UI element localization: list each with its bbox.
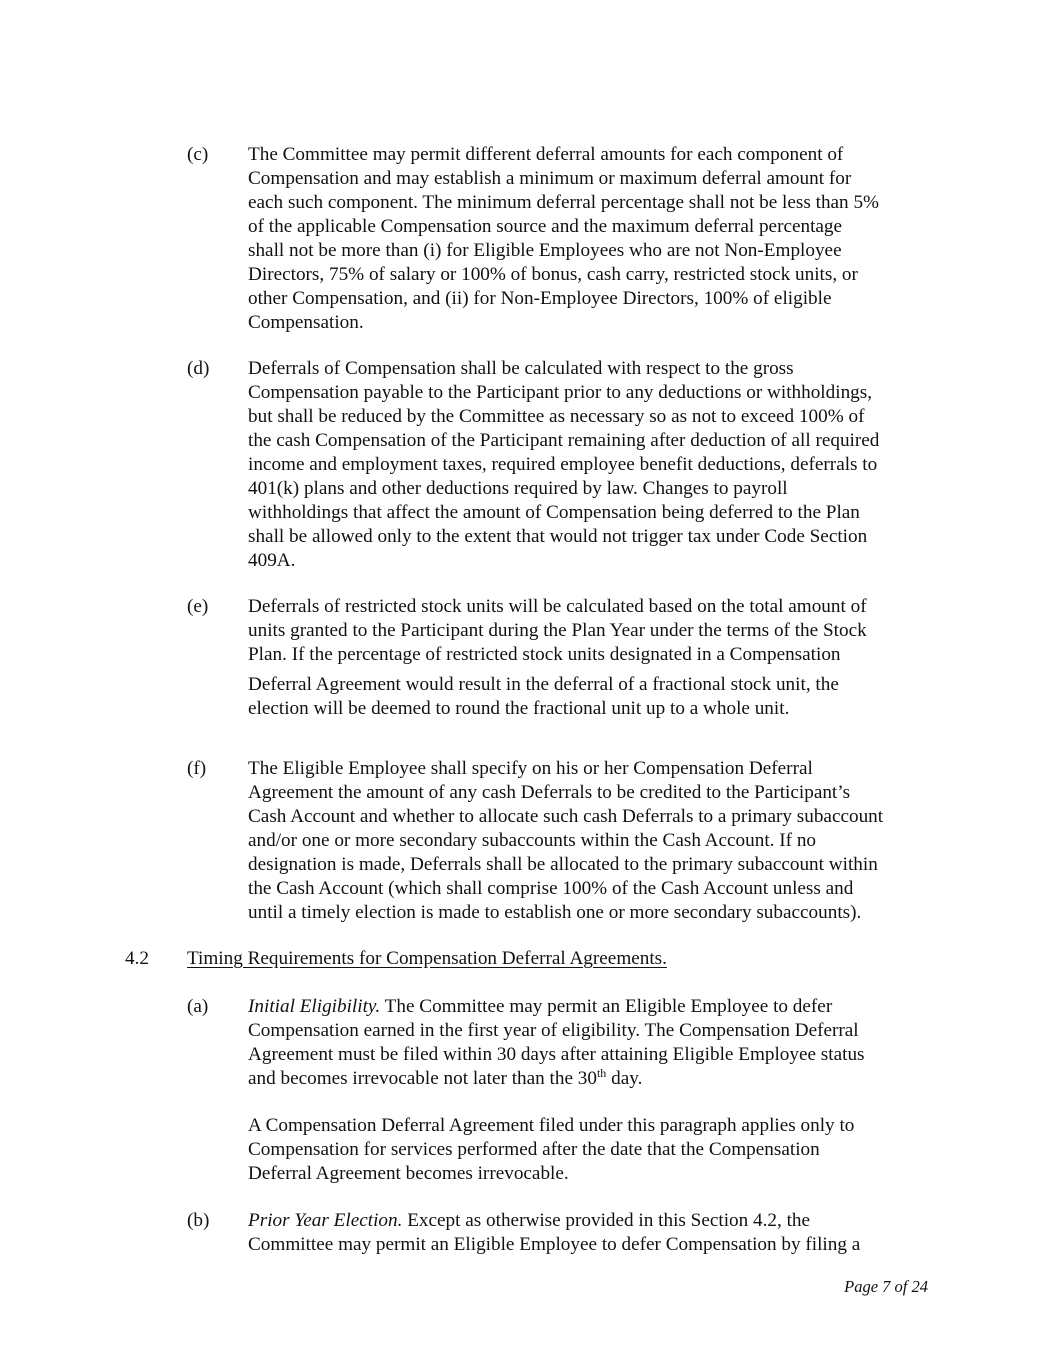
paragraph-body — [248, 357, 938, 573]
text-line: Agreement must be filed within 30 days after attaining Eligible Employee status — [248, 1044, 865, 1065]
text-line: 401(k) plans and other deductions required by law. Changes to payroll — [248, 478, 788, 499]
text-line: withholdings that affect the amount of Compensation being deferred to the Plan — [248, 502, 860, 523]
text-line — [248, 1067, 938, 1091]
text-line: The Committee may permit different deferral amounts for each component of — [248, 144, 844, 165]
paragraph-body-second — [248, 1114, 938, 1186]
paragraph-label: (a) — [187, 996, 209, 1017]
text-line: but shall be reduced by the Committee as necessary so as not to exceed 100% of — [248, 406, 865, 427]
text-line: Deferral Agreement would result in the deferral of a fractional stock unit, the — [248, 674, 839, 695]
text-line: designation is made, Deferrals shall be allocated to the primary subaccount within — [248, 854, 878, 875]
text-line: Compensation payable to the Participant prior to any deductions or withholdings, — [248, 382, 873, 403]
text-line-start: and becomes irrevocable not later than the 30 — [248, 1068, 597, 1089]
paragraph-body — [248, 995, 938, 1091]
text-line: The Eligible Employee shall specify on his or her Compensation Deferral — [248, 758, 813, 779]
paragraph-label: (d) — [187, 358, 210, 379]
paragraph-label: (e) — [187, 596, 209, 617]
text-line: of the applicable Compensation source and the maximum deferral percentage — [248, 216, 843, 237]
paragraph-label: (b) — [187, 1210, 210, 1231]
text-line: the cash Compensation of the Participant remaining after deduction of all required — [248, 430, 880, 451]
text-line: the Cash Account (which shall comprise 100% of the Cash Account unless and — [248, 878, 854, 899]
text-line: shall be allowed only to the extent that would not trigger tax under Code Section — [248, 526, 868, 547]
paragraph-body-continued — [248, 673, 938, 721]
text-line-rest: The Committee may permit an Eligible Employee to defer — [380, 996, 833, 1017]
text-line: Deferrals of restricted stock units will be calculated based on the total amount of — [248, 596, 867, 617]
text-line — [248, 1209, 938, 1233]
paragraph-heading: Prior Year Election. — [248, 1210, 403, 1231]
section-title: Timing Requirements for Compensation Deferral Agreements. — [187, 948, 667, 969]
text-line-rest: Except as otherwise provided in this Section 4.2, the — [402, 1210, 811, 1231]
text-line: Compensation earned in the first year of eligibility. The Compensation Deferral — [248, 1020, 859, 1041]
text-line: income and employment taxes, required employee benefit deductions, deferrals to — [248, 454, 878, 475]
text-line: Committee may permit an Eligible Employee to defer Compensation by filing a — [248, 1234, 861, 1255]
paragraph-label: (f) — [187, 758, 207, 779]
text-line: Deferral Agreement becomes irrevocable. — [248, 1163, 569, 1184]
paragraph-body — [248, 143, 938, 335]
text-line-end: day. — [606, 1068, 643, 1089]
text-line: Compensation for services performed after the date that the Compensation — [248, 1139, 820, 1160]
text-line: shall not be more than (i) for Eligible Employees who are not Non-Employee — [248, 240, 842, 261]
text-line: until a timely election is made to establish one or more secondary subaccounts). — [248, 902, 862, 923]
text-line: and/or one or more secondary subaccounts within the Cash Account. If no — [248, 830, 817, 851]
text-line: Compensation and may establish a minimum or maximum deferral amount for — [248, 168, 852, 189]
text-line: A Compensation Deferral Agreement filed under this paragraph applies only to — [248, 1115, 855, 1136]
text-line: Plan. If the percentage of restricted stock units designated in a Compensation — [248, 644, 841, 665]
ordinal-suffix: th — [596, 1066, 607, 1080]
text-line: Deferrals of Compensation shall be calculated with respect to the gross — [248, 358, 794, 379]
text-line — [248, 995, 938, 1019]
text-line: 409A. — [248, 550, 296, 571]
text-line: Directors, 75% of salary or 100% of bonus, cash carry, restricted stock units, or — [248, 264, 858, 285]
paragraph-heading: Initial Eligibility. — [248, 996, 381, 1017]
paragraph-body — [248, 757, 938, 925]
paragraph-body — [248, 1209, 938, 1257]
paragraph-label: (c) — [187, 144, 209, 165]
text-line: Cash Account and whether to allocate such cash Deferrals to a primary subaccount — [248, 806, 884, 827]
section-number: 4.2 — [125, 948, 149, 969]
text-line: each such component. The minimum deferral percentage shall not be less than 5% — [248, 192, 880, 213]
text-line: election will be deemed to round the fractional unit up to a whole unit. — [248, 698, 790, 719]
text-line: units granted to the Participant during the Plan Year under the terms of the Stock — [248, 620, 867, 641]
text-line: other Compensation, and (ii) for Non-Employee Directors, 100% of eligible — [248, 288, 832, 309]
paragraph-body — [248, 595, 938, 667]
text-line: Agreement the amount of any cash Deferrals to be credited to the Participant’s — [248, 782, 851, 803]
page-number-footer: Page 7 of 24 — [844, 1277, 928, 1296]
text-line: Compensation. — [248, 312, 364, 333]
